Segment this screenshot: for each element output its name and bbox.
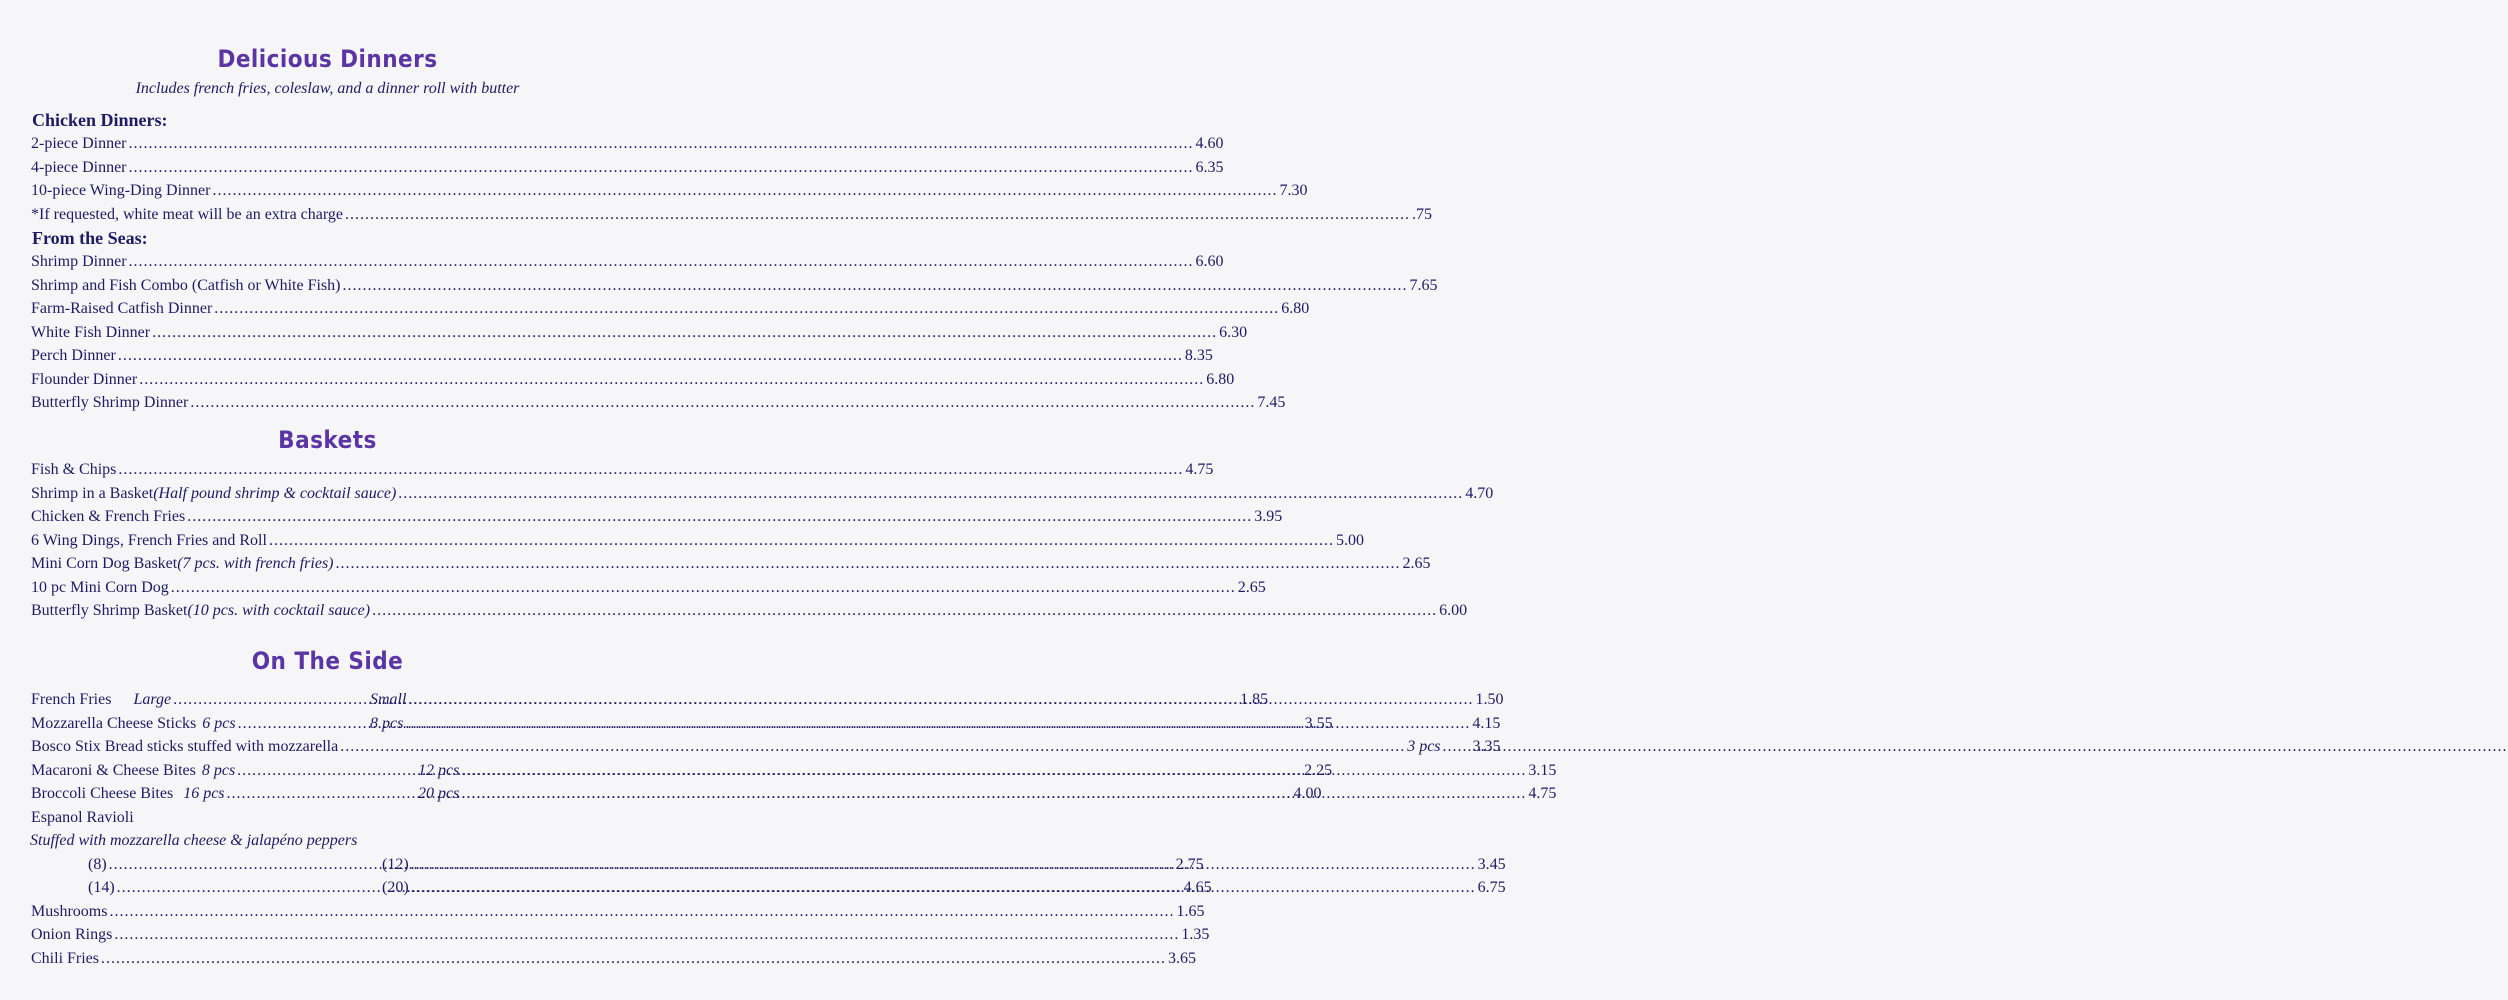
side-title: On The Side [251, 647, 404, 675]
seas-heading: From the Seas: [32, 228, 148, 248]
menu-row: Macaroni & Cheese Bites 8 pcs ..... 2.25 12 pcs ..... 3.15 [31, 759, 611, 783]
menu-row: Shrimp and Fish Combo (Catfish or White Fish) ..... 7.65 [31, 274, 611, 298]
menu-row: 10-piece Wing-Ding Dinner ..... 7.30 [31, 179, 611, 203]
menu-row: Mushrooms ..... 1.65 [31, 900, 607, 924]
baskets-title: Baskets [278, 426, 377, 454]
menu-row: Mini Corn Dog Basket (7 pcs. with french fries) ..... 2.65 [31, 552, 611, 576]
menu-row: 2-piece Dinner ..... 4.60 [31, 132, 611, 156]
ravioli-desc: Stuffed with mozzarella cheese & jalapéno peppers [30, 832, 358, 849]
baskets-section [0, 458, 1494, 623]
dinners-section [0, 108, 1438, 415]
menu-row: Butterfly Shrimp Basket (10 pcs. with cocktail sauce) ..... 6.00 [31, 599, 611, 623]
menu-row: Chicken & French Fries ..... 3.95 [31, 505, 611, 529]
menu-row: Shrimp Dinner ..... 6.60 [31, 250, 611, 274]
chicken-heading: Chicken Dinners: [32, 110, 168, 130]
menu-row: 6 Wing Dings, French Fries and Roll ..... 5.00 [31, 529, 611, 553]
menu-row: 4-piece Dinner ..... 6.35 [31, 156, 611, 180]
menu-row: Shrimp in a Basket (Half pound shrimp & cocktail sauce) ..... 4.70 [31, 482, 611, 506]
menu-row: Mozzarella Cheese Sticks 6 pcs ..... 3.55 8 pcs ..... 4.15 [31, 712, 611, 736]
menu-row: Farm-Raised Catfish Dinner ..... 6.80 [31, 297, 611, 321]
menu-row: Perch Dinner ..... 8.35 [31, 344, 611, 368]
menu-row: Bosco Stix Bread sticks stuffed with mozzarella ..... 3 pcs ..... 3.35 [31, 735, 611, 759]
menu-row: Onion Rings ..... 1.35 [31, 923, 607, 947]
menu-row: 10 pc Mini Corn Dog ..... 2.65 [31, 576, 611, 600]
menu-row: Fish & Chips ..... 4.75 [31, 458, 611, 482]
menu-row: Butterfly Shrimp Dinner ..... 7.45 [31, 391, 611, 415]
dinners-subtitle: Includes french fries, coleslaw, and a dinner roll with butter [135, 80, 520, 97]
menu-row: Broccoli Cheese Bites 16 pcs ..... 4.00 20 pcs ..... 4.75 [31, 782, 611, 806]
ravioli-options-row: (14) ..... 4.65 (20) ..... 6.75 [88, 876, 611, 900]
menu-row: *If requested, white meat will be an extra charge ..... .75 [31, 203, 611, 227]
menu-row: Chili Fries ..... 3.65 [31, 947, 607, 971]
side-section [0, 688, 1557, 970]
menu-row: White Fish Dinner ..... 6.30 [31, 321, 611, 345]
menu-row: Flounder Dinner ..... 6.80 [31, 368, 611, 392]
ravioli-name: Espanol Ravioli [31, 808, 134, 826]
dinners-title: Delicious Dinners [217, 45, 438, 73]
ravioli-options-row: (8) ..... 2.75 (12) ..... 3.45 [88, 853, 611, 877]
menu-row: French Fries Large ..... 1.85 Small ..... 1.50 [31, 688, 611, 712]
